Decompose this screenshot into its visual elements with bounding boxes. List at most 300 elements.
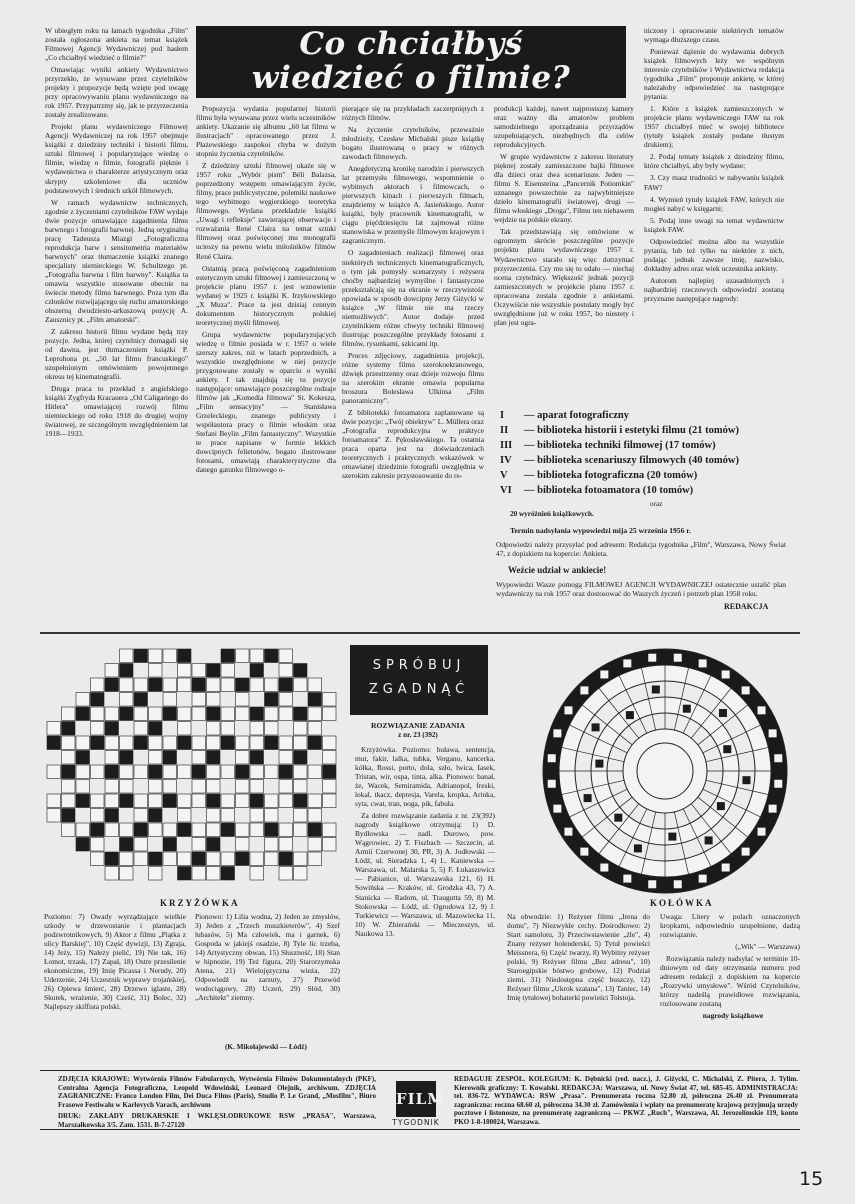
- crossword-cell: [105, 693, 119, 707]
- article-paragraph: W grupie wydawnictw z zakresu literatury pięknej zostały zamieszczone bajki filmowe dla dzieci oraz dwa scenariusze. Jeden — filmu S. Eisensteina „Pancernik Potiomkin" uznanego powszechnie za najwybitniejsze dzieło kinematografii światowej, drugi — filmu włoskiego „Droga", Filmu ten niebawem wejdzie na polskie ekrany.: [494, 152, 634, 225]
- crossword-cell: [308, 809, 322, 823]
- crossword-across: Poziomo: 7) Owady wyrządzające wielkie szkody w drzewostanie i plantacjach podzwrotnikowych, 9) Aktor z filmu „Piątka z ulicy Barskiej", 10) Część dywizji, 13) Zgraja, 14) Jeży, 15) Należy pielić, 19) Nie tak, 16) Łomot, trzask, 17) Zapał, 18) Ostre przesilenie ekonomiczne, 19) Imię Picassa i Nerudy, 20) Uderzenie, 24) Uczestnik wyprawy trojańskiej, 26) Opiewa śmierć, 28) Drzewo iglaste, 28) Skutek, wrażenie, 30) Cześć, 31) Bolec, 32) Najlepszy skiffista polski.: [44, 912, 186, 1012]
- crossword-cell: [91, 707, 105, 721]
- crossword-cell: [163, 722, 177, 736]
- crossword-cell: [192, 649, 206, 663]
- kolowka-outer-cell: [580, 848, 588, 856]
- kolowka-black-cell: [668, 833, 676, 841]
- kolowka-outer-cell: [722, 670, 730, 678]
- kolowka-outer-cell: [774, 780, 782, 788]
- crossword-cell: [294, 838, 308, 852]
- crossword-cell: [134, 722, 148, 736]
- crossword-cell: [134, 765, 148, 779]
- crossword-cell: [279, 751, 293, 765]
- kolowka-outer-cell: [674, 880, 682, 888]
- crossword-cell: [207, 649, 221, 663]
- crossword-cell: [323, 809, 337, 823]
- crossword-cell: [47, 664, 61, 678]
- crossword-cell: [62, 838, 76, 852]
- crossword-cell: [236, 823, 250, 837]
- crossword-cell: [294, 707, 308, 721]
- crossword-cell: [62, 823, 76, 837]
- crossword-cell: [76, 867, 90, 881]
- crossword-cell: [47, 838, 61, 852]
- article-paragraph: W ubiegłym roku na łamach tygodnika „Film" została ogłoszona ankieta na temat książek Filmowej Agencji Wydawniczej pod hasłem „Co chciałbyś wiedzieć o filmie?": [45, 26, 188, 63]
- crossword-cell: [47, 693, 61, 707]
- crossword-cell: [91, 693, 105, 707]
- crossword-cell: [207, 867, 221, 881]
- crossword-cell: [120, 722, 134, 736]
- crossword-cell: [236, 678, 250, 692]
- crossword-cell: [178, 649, 192, 663]
- crossword-cell: [192, 664, 206, 678]
- crossword-cell: [178, 765, 192, 779]
- crossword-cell: [178, 751, 192, 765]
- kolowka-black-cell: [717, 802, 725, 810]
- crossword-cell: [105, 780, 119, 794]
- crossword-cell: [91, 664, 105, 678]
- crossword-cell: [236, 765, 250, 779]
- crossword-cell: [62, 751, 76, 765]
- crossword-cell: [236, 838, 250, 852]
- crossword-cell: [236, 707, 250, 721]
- crossword-cell: [323, 780, 337, 794]
- kolowka-black-cell: [723, 745, 731, 753]
- crossword-cell: [105, 678, 119, 692]
- kolowka-outer-cell: [742, 686, 750, 694]
- article-paragraph: 1. Które z książek zamieszczonych w projekcie planu wydawniczego FAW na rok 1957 chciałbyś mieć w swojej bibliotece (tytuły książek zostały podane tłustym drukiem);: [644, 104, 784, 150]
- article-paragraph: O zagadnieniach realizacji filmowej oraz niektórych technicznych kinematograficznych, o tym jak pomysły scenarzysty i reżysera choćby najbardziej wymyślne i fantastyczne przekształcają się na ekranie w rzeczywistość opowiada w sposób dowcipny Jerzy Giżycki w książce „W filmie nie ma rzeczy niemożliwych". Autor dodaje przed czytelnikiem różne chwyty techniki filmowej ilustrując poszczególne przykłady fotosami z filmów, rysunkami, szkicami itp.: [342, 248, 484, 348]
- crossword-cell: [163, 809, 177, 823]
- crossword-cell: [192, 809, 206, 823]
- crossword-cell: [265, 751, 279, 765]
- crossword-cell: [221, 794, 235, 808]
- crossword-cell: [250, 867, 264, 881]
- crossword-cell: [163, 780, 177, 794]
- crossword-cell: [207, 809, 221, 823]
- kolowka-title: KOŁÓWKA: [650, 898, 714, 908]
- headline-box: [196, 26, 626, 98]
- article-paragraph: Na życzenie czytelników, przeważnie młodzieży, Czesław Michalski pisze książkę bogato ilustrowaną o pracy w różnych zawodach filmowych.: [342, 125, 484, 162]
- crossword-cell: [294, 867, 308, 881]
- crossword-grid: [44, 646, 342, 890]
- crossword-cell: [265, 678, 279, 692]
- crossword-cell: [105, 765, 119, 779]
- crossword-cell: [163, 867, 177, 881]
- crossword-cell: [120, 780, 134, 794]
- kolowka-outer-cell: [600, 864, 608, 872]
- headline-line2: wiedzieć o filmie?: [251, 60, 571, 96]
- crossword-cell: [265, 780, 279, 794]
- crossword-cell: [149, 751, 163, 765]
- crossword-cell: [221, 736, 235, 750]
- crossword-cell: [207, 794, 221, 808]
- article-column-5: [644, 26, 784, 404]
- crossword-cell: [294, 649, 308, 663]
- kolowka-outer-cell: [674, 654, 682, 662]
- crossword-cell: [163, 751, 177, 765]
- crossword-cell: [323, 707, 337, 721]
- article-paragraph: Projekt planu wydawniczego Filmowej Agencji Wydawniczej na rok 1957 obejmuje książki z dziedziny techniki i historii filmu, sztuki filmowej i popularyzujące wiedzę o filmie, wiedzę o filmie, fotografii pięknie i wydawnictwa o charakterze artystycznym oraz skrypty szkoleniowe dla uczniów podstawowych i średnich szkół filmowych.: [45, 122, 188, 195]
- crossword-cell: [178, 722, 192, 736]
- crossword-cell: [323, 722, 337, 736]
- crossword-cell: [207, 823, 221, 837]
- crossword-cell: [308, 678, 322, 692]
- crossword-cell: [279, 707, 293, 721]
- crossword-cell: [178, 707, 192, 721]
- kolowka-clues: Na obwodzie: 1) Reżyser filmu „Irena do domu", 7) Niezwykłe cechy. Dośrodkowo: 2) Start samolotu, 3) Przeciwstawienie „źle", 4) Znany reżyser holenderski, 5) Tytuł powieści Meissnera, 6) Część twarzy, 8) Wybitny reżyser polski, 9) Reżyser filmu „Bez adresu", 10) Staroegipskie bóstwo grobowe, 12) Podział ziemi, 31) Niedostępna część buszczy, 12) Reżyser filmu „Ukrok szatana", 13) Taniec, 14) Imię tytułowej bohaterki powieści Tołstoja.: [507, 912, 650, 1003]
- crossword-cell: [279, 678, 293, 692]
- crossword-cell: [294, 823, 308, 837]
- crossword-cell: [149, 838, 163, 852]
- kolowka-outer-cell: [699, 659, 707, 667]
- prize-item: II — biblioteka historii i estetyki filmu (21 tomów): [500, 425, 739, 436]
- kolowka-outer-cell: [553, 805, 561, 813]
- kolowka-outer-cell: [758, 706, 766, 714]
- crossword-cell: [105, 852, 119, 866]
- crossword-cell: [149, 649, 163, 663]
- crossword-cell: [250, 736, 264, 750]
- crossword-cell: [323, 867, 337, 881]
- kolowka-outer-cell: [648, 880, 656, 888]
- crossword-cell: [221, 823, 235, 837]
- crossword-cell: [134, 780, 148, 794]
- kolowka-outer-cell: [600, 670, 608, 678]
- crossword-cell: [76, 722, 90, 736]
- article-paragraph: Proces zdjęciowy, zagadnienia projekcji, różne systemy filmu szerokoekranowego, dźwięk przestrzenny oraz dzieje rozwoju filmu na szerokim ekranie omawia popularna broszura Bolesława Ulkinsa „Film panoramiczny".: [342, 350, 484, 405]
- crossword-cell: [221, 678, 235, 692]
- crossword-cell: [134, 823, 148, 837]
- crossword-cell: [178, 809, 192, 823]
- crossword-cell: [47, 678, 61, 692]
- crossword-cell: [221, 852, 235, 866]
- article-paragraph: 4. Wymień tytuły książek FAW, których nie mogłeś nabyć w księgarni;: [644, 194, 784, 213]
- kolowka-outer-cell: [548, 780, 556, 788]
- crossword-title: KRZYŻÓWKA: [160, 898, 240, 908]
- footer-credits: ZDJĘCIA KRAJOWE: Wytwórnia Filmów Fabularnych, Wytwórnia Filmów Dokumentalnych (PKF), Centralna Agencja Fotograficzna, Leopold Wdowiński, Leonard Olejnik, archiwum. ZDJĘCIA ZAGRANICZNE: Franco London Film, Dei Duca Films (Paris), Studio P. Le Grand, „Mosfilm", Biuro Frasowe Festiwalu w Karlovych Varach, archiwum: [58, 1075, 376, 1109]
- kolowka-black-cell: [742, 776, 750, 784]
- crossword-cell: [192, 736, 206, 750]
- crossword-cell: [134, 794, 148, 808]
- kolowka-black-cell: [652, 686, 660, 694]
- article-paragraph: Omawiając wyniki ankiety Wydawnictwo przyrzekło, że wysuwane przez czytelników projekty i propozycje będą wzięte pod uwagę przy opracowywaniu planu wydawniczego na rok 1957. Przypatrzmy się, jak te przyrzeczenia zostały zrealizowane.: [45, 65, 188, 120]
- crossword-cell: [47, 823, 61, 837]
- crossword-cell: [178, 693, 192, 707]
- crossword-cell: [236, 722, 250, 736]
- crossword-cell: [236, 794, 250, 808]
- crossword-cell: [163, 678, 177, 692]
- crossword-cell: [192, 852, 206, 866]
- crossword-cell: [120, 765, 134, 779]
- crossword-cell: [323, 838, 337, 852]
- crossword-cell: [47, 794, 61, 808]
- crossword-cell: [250, 809, 264, 823]
- crossword-cell: [192, 867, 206, 881]
- crossword-cell: [207, 693, 221, 707]
- crossword-cell: [178, 736, 192, 750]
- crossword-cell: [134, 809, 148, 823]
- crossword-cell: [323, 693, 337, 707]
- crossword-cell: [207, 736, 221, 750]
- crossword-cell: [207, 678, 221, 692]
- crossword-cell: [76, 649, 90, 663]
- article-paragraph: Odpowiedzieć można albo na wszystkie pytania, lub też tylko na niektóre z nich, podając jednak zawsze imię, nazwisko, dokładny adres oraz wiek uczestnika ankiety.: [644, 236, 784, 273]
- crossword-cell: [178, 867, 192, 881]
- crossword-cell: [207, 751, 221, 765]
- crossword-cell: [105, 664, 119, 678]
- crossword-cell: [134, 678, 148, 692]
- crossword-cell: [76, 751, 90, 765]
- crossword-cell: [120, 823, 134, 837]
- article-paragraph: niczony i opracowanie niektórych tematów wymaga dłuższego czasu.: [644, 26, 784, 45]
- kolowka-outer-cell: [580, 686, 588, 694]
- crossword-cell: [308, 722, 322, 736]
- crossword-cell: [47, 707, 61, 721]
- call-to-action: Weźcie udział w ankiecie!: [508, 565, 607, 575]
- crossword-cell: [163, 693, 177, 707]
- crossword-cell: [62, 765, 76, 779]
- signature-redakcja: REDAKCJA: [724, 602, 769, 611]
- footer-print: DRUK: ZAKŁADY DRUKARSKIE I WKLĘSŁODRUKOWE RSW „PRASA", Warszawa, Marszałkowska 3/5. Zam. 1531. B-7-27120: [58, 1112, 376, 1128]
- crossword-cell: [236, 780, 250, 794]
- crossword-cell: [91, 780, 105, 794]
- crossword-cell: [265, 794, 279, 808]
- crossword-cell: [76, 736, 90, 750]
- crossword-cell: [279, 664, 293, 678]
- crossword-cell: [308, 751, 322, 765]
- article-column-1: [45, 26, 188, 626]
- crossword-cell: [134, 867, 148, 881]
- crossword-cell: [163, 649, 177, 663]
- crossword-cell: [62, 794, 76, 808]
- kolowka-wheel: [530, 645, 800, 897]
- crossword-cell: [207, 765, 221, 779]
- crossword-cell: [62, 707, 76, 721]
- kolowka-black-cell: [626, 711, 634, 719]
- prize-item: V — biblioteka fotograficzna (20 tomów): [500, 470, 698, 481]
- crossword-cell: [308, 794, 322, 808]
- crossword-cell: [294, 693, 308, 707]
- crossword-cell: [134, 693, 148, 707]
- crossword-cell: [178, 823, 192, 837]
- article-paragraph: Z bibliotekki fotoamatora zaplanowane są dwie pozycje: „Twój obiektyw" L. Müllera oraz „Fotografia reprodukcyjna w praktyce fotoamatora" Z. Pękosławskiego. Ta ostatnia praca oparta jest na doświadczeniach teoretycznych i praktycznych wskazówek w omawianej dziedzinie fotografii uwzględnia w szerokim zakresie przystosowanie do re-: [342, 408, 484, 481]
- crossword-cell: [163, 707, 177, 721]
- prize-item: I — aparat fotograficzny: [500, 410, 629, 421]
- crossword-cell: [308, 780, 322, 794]
- crossword-cell: [265, 664, 279, 678]
- crossword-cell: [163, 794, 177, 808]
- crossword-cell: [149, 765, 163, 779]
- crossword-cell: [279, 765, 293, 779]
- kolowka-outer-cell: [722, 864, 730, 872]
- crossword-cell: [192, 838, 206, 852]
- crossword-cell: [279, 809, 293, 823]
- crossword-cell: [221, 649, 235, 663]
- prize-item: III — biblioteka techniki filmowej (17 tomów): [500, 440, 716, 451]
- crossword-cell: [294, 780, 308, 794]
- crossword-cell: [91, 751, 105, 765]
- article-paragraph: Druga praca to przekład z angielskiego książki Zygfryda Kracauera „Od Caligariego do Hitlera" omawiającej rozwój filmu niemieckiego od roku 1918 do drugiej wojny światowej, ze szczególnym uwzględnieniem lat 1918—1933.: [45, 384, 188, 439]
- article-paragraph: Ponieważ dążenie do wydawania dobrych książek filmowych leży we wspólnym interesie czytelników i Wydawnictwa redakcja tygodnika „Film" proponuje ankietę, w której należałoby odpowiedzieć na następujące pytania:: [644, 47, 784, 102]
- crossword-cell: [207, 722, 221, 736]
- crossword-cell: [294, 678, 308, 692]
- crossword-cell: [91, 852, 105, 866]
- crossword-cell: [105, 867, 119, 881]
- crossword-cell: [149, 780, 163, 794]
- crossword-cell: [47, 765, 61, 779]
- prize-list: [500, 408, 800, 498]
- article-paragraph: Propozycja wydania popularnej historii filmu była wysuwana przez wielu uczestników ankiety. Ukazanie się albumu „60 lat filmu w ilustracjach" opracowanego przez J. Płażewskiego zaspokoi chyba w dużym stopniu życzenia czytelników.: [196, 104, 336, 159]
- crossword-cell: [221, 838, 235, 852]
- crossword-cell: [149, 722, 163, 736]
- crossword-cell: [294, 751, 308, 765]
- crossword-cell: [265, 838, 279, 852]
- crossword-cell: [149, 794, 163, 808]
- crossword-cell: [105, 736, 119, 750]
- solution-text: Krzyżówka. Poziomo: buława, sentencja, mut, fakir, lalka, tubka, Vergano, kancerka, kółka, Rossi, porto, dola, szło, lwica, Iasek, Tristan, wir, ospa, tinta, alka. Pionowo: banał, że, Wacek, Semiramida, Adrianopol, freski, lokal, tkacz, depresja, Varela, kropka, Arinka, syta, cwat, tran, noga, pik, fabuła. Za dobre rozwiązanie zadania z nr. 23(392) nagrody książkowe otrzymują: 1) D. Bydłowska — nadl. Durowo, pow. Wągrowiec, 2) T. Fiszbach — Szczecin, al. Armii Czerwonej 30, PR, 3) A. Jodłowski — Łódź, ul. Sieradzka 1, 4) L. Kaniewska — Warszawa, ul. Malarska 5, 5) F. Łukaszewicz — Pabianice, ul. Warszawska 121, 6) H. Sowińska — Kraków, ul. Grodzka 43, 7) A. Stanicka — Radom, ul. Traugutta 59, 8) M. Stokowska — Łódź, ul. Ogrodowa 12, 9) J. Turkiewicz — Warszawa, ul. Mazowiecka 11, 10) W. Zbierański — Mieczeszyn, ul. Naukowa 13.: [355, 745, 495, 938]
- crossword-cell: [250, 852, 264, 866]
- crossword-cell: [265, 823, 279, 837]
- crossword-cell: [120, 751, 134, 765]
- footer-editorial: REDAGUJE ZESPÓŁ. KOLEGIUM: K. Dębnicki (red. nacz.), J. Giżycki, C. Michalski, Z. Pitera, J. Tylim. Kierownik graficzny: T. Kowalski. REDAKCJA: Warszawa, ul. Nowy Świat 47, tel. 685-45. ADMINISTRACJA: tel. 836-72. WYDAWCA: RSW „Prasa". Prenumerata roczna 52.80 zł, półroczna 26.40 zł. Prenumerata zagraniczna: roczna 68.60 zł, półroczna 34.30 zł. Zamówienia i wpłaty na prenumeratę krajową przyjmują urzędy pocztowe i listonosze, na prenumeratę zagraniczną — PKWZ „Ruch", Warszawa, Al. Jerozolimskie 119, konto PKO 1-8-100024, Warszawa.: [454, 1075, 798, 1126]
- kolowka-black-cell: [634, 844, 642, 852]
- crossword-cell: [91, 794, 105, 808]
- kolowka-black-cell: [683, 705, 691, 713]
- crossword-cell: [91, 809, 105, 823]
- crossword-cell: [91, 649, 105, 663]
- crossword-cell: [265, 693, 279, 707]
- article-paragraph: produkcji każdej, nawet najprostszej kamery oraz ważny dla amatorów problem samodzielnego sporządzania przyrządów uzupełniających, niezbędnych dla celów reprodukcyjnych.: [494, 104, 634, 150]
- crossword-cell: [192, 751, 206, 765]
- article-paragraph: pierające się na przykładach zaczerpniętych z różnych filmów.: [342, 104, 484, 123]
- kolowka-outer-cell: [553, 729, 561, 737]
- kolowka-outer-cell: [623, 659, 631, 667]
- crossword-cell: [134, 751, 148, 765]
- headline-line1: Co chciałbyś: [299, 26, 523, 62]
- closing: Wypowiedzi Wasze pomogą FILMOWEJ AGENCJI WYDAWNICZEJ ostatecznie ustalić plan wydawniczy na rok 1957 oraz dostosować do Waszych życzeń i potrzeb plan 1958 roku.: [496, 580, 786, 599]
- crossword-cell: [47, 751, 61, 765]
- kolowka-outer-cell: [769, 729, 777, 737]
- crossword-cell: [178, 838, 192, 852]
- kolowka-black-cell: [614, 814, 622, 822]
- crossword-cell: [120, 852, 134, 866]
- crossword-cell: [236, 852, 250, 866]
- crossword-cell: [207, 780, 221, 794]
- crossword-cell: [91, 765, 105, 779]
- crossword-cell: [47, 852, 61, 866]
- crossword-cell: [265, 649, 279, 663]
- crossword-cell: [149, 664, 163, 678]
- crossword-cell: [294, 794, 308, 808]
- crossword-cell: [62, 722, 76, 736]
- prizes-honorable: 20 wyróżnień książkowych.: [510, 510, 594, 518]
- crossword-cell: [221, 664, 235, 678]
- crossword-cell: [120, 736, 134, 750]
- article-column-3: [342, 104, 484, 626]
- crossword-cell: [178, 794, 192, 808]
- kolowka-notes: Uwaga: Litery w polach oznaczonych kropkami, odpowiednio uzupełnione, dadzą rozwiązanie. („Wik" — Warszawa) Rozwiązania należy nadsyłać w terminie 10-dniowym od daty otrzymania numeru pod adresem redakcji z dopiskiem na kopercie „Rozrywki umysłowe". Wśród Czytelników, którzy nadeślą prawidłowe rozwiązania, rozlosowane zostaną nagrody książkowe: [660, 912, 800, 1021]
- crossword-cell: [323, 765, 337, 779]
- kolowka-black-cell: [595, 760, 603, 768]
- crossword-cell: [62, 780, 76, 794]
- crossword-cell: [91, 838, 105, 852]
- crossword-cell: [265, 707, 279, 721]
- crossword-cell: [236, 664, 250, 678]
- crossword-cell: [323, 649, 337, 663]
- kolowka-outer-cell: [769, 805, 777, 813]
- crossword-cell: [323, 823, 337, 837]
- crossword-cell: [207, 852, 221, 866]
- article-paragraph: Tak przedstawiają się omówione w ogromnym skrócie poszczególne pozycje projektu planu wydawniczego 1957 r. Wydawnictwo starało się więc dotrzymać przyrzeczenia. Czy mu się to udało — niechaj ocena czytelnicy. Większość jednak pozycji zamieszczonych w projekcie planu 1957 r. opracowana została zgodnie z ankietami. Oczywiście nie wszystkie postulaty mogły być uwzględnione już w roku 1957, bo niestety i plan jest ogra-: [494, 227, 634, 327]
- crossword-cell: [221, 707, 235, 721]
- crossword-cell: [120, 649, 134, 663]
- crossword-cell: [76, 780, 90, 794]
- crossword-cell: [178, 852, 192, 866]
- crossword-cell: [105, 649, 119, 663]
- crossword-cell: [105, 751, 119, 765]
- crossword-cell: [149, 823, 163, 837]
- crossword-cell: [323, 794, 337, 808]
- crossword-cell: [192, 722, 206, 736]
- crossword-cell: [250, 707, 264, 721]
- crossword-cell: [47, 736, 61, 750]
- crossword-cell: [163, 664, 177, 678]
- crossword-cell: [62, 649, 76, 663]
- crossword-cell: [91, 867, 105, 881]
- solution-subtitle: z nr. 23 (392): [398, 731, 438, 739]
- crossword-cell: [76, 838, 90, 852]
- crossword-cell: [62, 693, 76, 707]
- crossword-cell: [265, 736, 279, 750]
- crossword-cell: [236, 649, 250, 663]
- crossword-cell: [207, 838, 221, 852]
- crossword-cell: [105, 823, 119, 837]
- kolowka-outer-cell: [548, 754, 556, 762]
- crossword-cell: [308, 838, 322, 852]
- crossword-cell: [178, 780, 192, 794]
- crossword-cell: [279, 867, 293, 881]
- kolowka-outer-cell: [648, 654, 656, 662]
- kolowka-black-cell: [705, 836, 713, 844]
- crossword-cell: [308, 736, 322, 750]
- kolowka-black-cell: [592, 723, 600, 731]
- crossword-cell: [279, 852, 293, 866]
- prize-item: VI — biblioteka fotoamatora (10 tomów): [500, 485, 694, 496]
- crossword-cell: [221, 867, 235, 881]
- section-divider: [40, 632, 800, 634]
- crossword-cell: [163, 852, 177, 866]
- article-paragraph: Grupa wydawnictw popularyzujących wiedzę o filmie posiada w r. 1957 o wiele szerszy zakres, niż w latach poprzednich, a wszystkie uwzględnione w niej pozycje przygotowane zostały w oparciu o wyniki ankiety. I tak znajdują się tu pozycje następujące: omawiające poszczególne rodzaje filmów jak „Komedia filmowa" St. Kokesza, „Film sensacyjny" — Stanisława Grzeleckiego, znanego publicysty i współautora pracy o filmie włoskim oraz Stefani Beylin „Film fantastyczny". Wszystkie te prace napisane w formie lekkich dowcipnych felietonów, bogato ilustrowane fotosami, omawiają charakterystyczne dla danego gatunku filmowego o-: [196, 329, 336, 475]
- crossword-cell: [47, 809, 61, 823]
- crossword-cell: [134, 838, 148, 852]
- crossword-cell: [120, 809, 134, 823]
- crossword-cell: [76, 664, 90, 678]
- crossword-cell: [120, 794, 134, 808]
- article-column-2: [196, 104, 336, 626]
- article-paragraph: Z dziedziny sztuki filmowej ukaże się w 1957 roku „Wybór pism" Béli Balazsa, poprzedzony wstępem omawiającym życie, filmy, prace publicystyczne, polemiki naukowe tego wybitnego węgierskiego teoretyka filmowego. Wydana przekładzie książki „Uwagi i refleksje" zawierającej obserwacje i rozważania René Claira na temat sztuki filmowej oraz poświęconej mu monografii ucieszy na pewno wielu miłośników filmów René Claira.: [196, 161, 336, 261]
- crossword-cell: [221, 722, 235, 736]
- crossword-cell: [250, 765, 264, 779]
- crossword-cell: [250, 838, 264, 852]
- crossword-down: Pionowo: 1) Lilia wodna, 2) Jeden ze zmysłów, 3) Jeden z „Trzech muszkieterów", 4) Szef lubasów, 5) Ma człowiek, ma i garnek, 6) Gospoda w jakiejś osadzie, 8) Tyle lic trzeba, 14) Artystyczny obwan, 15) Słuszność, 18) Stan w hipnozie, 19) Też figura, 20) Starorzymska Atena, 21) Wielojęzyczna wieża, 22) Odpowiedź na zarzuty, 27) Przewód wodociągowy, 28) Uczeń, 29) Słód, 30) „Architekt" ziemny.: [195, 912, 340, 1003]
- kolowka-outer-cell: [774, 754, 782, 762]
- crossword-cell: [294, 809, 308, 823]
- crossword-cell: [221, 693, 235, 707]
- article-paragraph: W ramach wydawnictw technicznych, zgodnie z życzeniami czytelników FAW wydaje dwie pozycje omawiające zagadnienia filmu barwnego i fotografii barwnej. Jedną oryginalną pracę Tadeusza Miazgi „Fotograficzna reprodukcja barw i sensitometria materiałów barwnych" oraz tłumaczenie książki znanego specjalisty niemieckiego W. Schultzego pt. „Fotografia barwna i film barwny". Książka ta omawia wszystkie stosowane obecnie na świecie metody filmu barwnego. Poza tym dla członków rozwijającego się ruchu amatorskiego obszerną dwudziesto-arkuszową pozycję A. Zausznicy pt. „Film amatorski".: [45, 197, 188, 324]
- crossword-cell: [76, 852, 90, 866]
- film-logo: FILM: [396, 1081, 436, 1117]
- crossword-cell: [134, 736, 148, 750]
